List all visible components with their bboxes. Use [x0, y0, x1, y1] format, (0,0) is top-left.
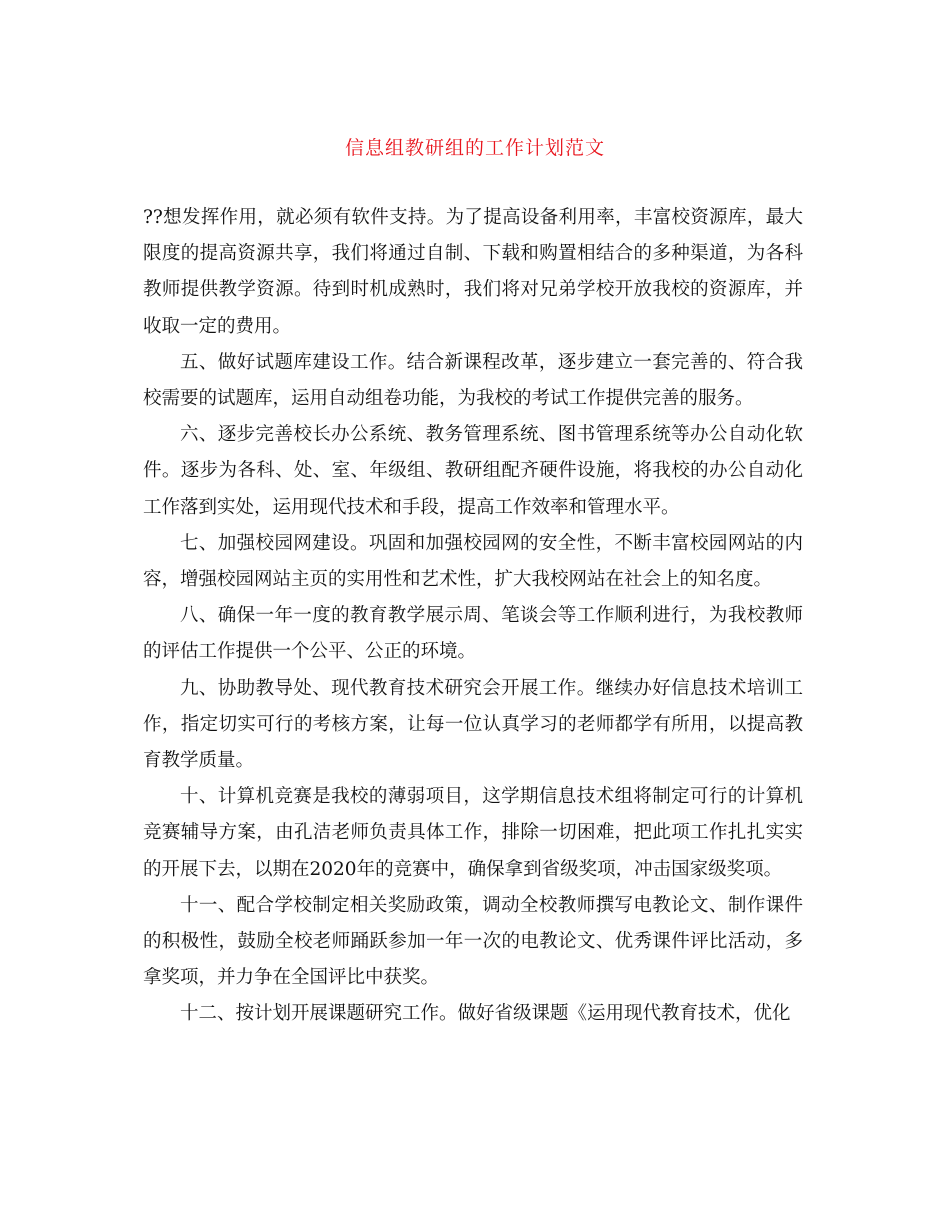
- paragraph-item-5: [143, 345, 803, 417]
- paragraph-text: 十、计算机竞赛是我校的薄弱项目，这学期信息技术组将制定可行的计算机竞赛辅导方案，由孔洁老师负责具体工作，排除一切困难，把此项工作扎扎实实的开展下去，以期在2020年的竞赛中，确保拿到省级奖项，冲击国家级奖项。: [143, 786, 803, 880]
- paragraph-item-7: [143, 526, 803, 598]
- paragraph-text: ??想发挥作用，就必须有软件支持。为了提高设备利用率，丰富校资源库，最大限度的提高资源共享，我们将通过自制、下载和购置相结合的多种渠道，为各科教师提供教学资源。待到时机成熟时，我们将对兄弟学校开放我校的资源库，并收取一定的费用。: [143, 207, 803, 337]
- paragraph-text: 十一、配合学校制定相关奖励政策，调动全校教师撰写电教论文、制作课件的积极性，鼓励全校老师踊跃参加一年一次的电教论文、优秀课件评比活动，多拿奖项，并力争在全国评比中获奖。: [143, 894, 803, 989]
- paragraph-item-6: [143, 417, 803, 526]
- paragraph-item-9: [143, 671, 803, 780]
- paragraph-text: 八、确保一年一度的教育教学展示周、笔谈会等工作顺利进行，为我校教师的评估工作提供一个公平、公正的环境。: [143, 605, 803, 663]
- paragraph-text: 九、协助教导处、现代教育技术研究会开展工作。继续办好信息技术培训工作，指定切实可行的考核方案，让每一位认真学习的老师都学有所用，以提高教育教学质量。: [143, 677, 803, 772]
- paragraph-item-12: [143, 996, 803, 1032]
- paragraph-text: 十二、按计划开展课题研究工作。做好省级课题《运用现代教育技术，优化: [180, 1003, 791, 1025]
- paragraph-text: 五、做好试题库建设工作。结合新课程改革，逐步建立一套完善的、符合我校需要的试题库，运用自动组卷功能，为我校的考试工作提供完善的服务。: [143, 351, 803, 410]
- paragraph-item-8: [143, 598, 803, 670]
- document-body: [143, 200, 803, 1033]
- paragraph-intro: [143, 200, 803, 345]
- paragraph-item-11: [143, 888, 803, 997]
- paragraph-item-10: [143, 779, 803, 888]
- paragraph-text: 六、逐步完善校长办公系统、教务管理系统、图书管理系统等办公自动化软件。逐步为各科、处、室、年级组、教研组配齐硬件设施，将我校的办公自动化工作落到实处，运用现代技术和手段，提高工作效率和管理水平。: [143, 424, 803, 518]
- document-title: 信息组教研组的工作计划范文: [344, 137, 605, 159]
- paragraph-text: 七、加强校园网建设。巩固和加强校园网的安全性，不断丰富校园网站的内容，增强校园网站主页的实用性和艺术性，扩大我校网站在社会上的知名度。: [143, 532, 803, 591]
